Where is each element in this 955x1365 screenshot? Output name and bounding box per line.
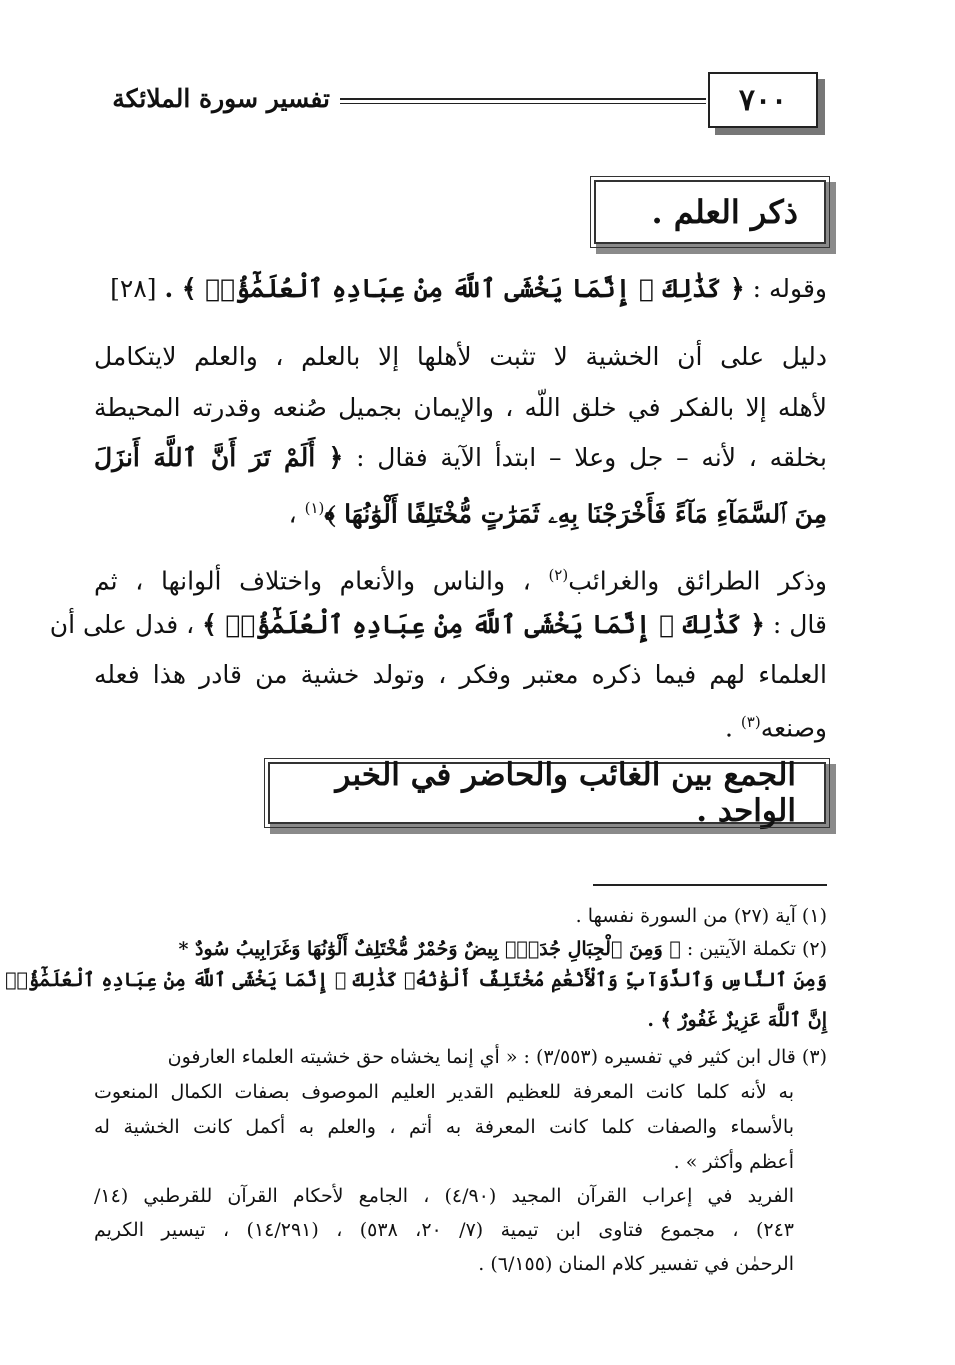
header-rule: [340, 98, 706, 104]
footnote-marker-3: (٣): [740, 713, 761, 731]
paragraph-1-line-3-text: بخلقه ، لأنه – جل وعلا – ابتدأ الآية فقال :: [356, 443, 827, 472]
footnote-3-line-1: (٣) قال ابن كثير في تفسيره (٣/٥٥٣) : « أي إنما يخشاه حق خشيته العلماء العارفون: [167, 1046, 827, 1068]
footnote-2-line-3: إِنَّ ٱللَّهَ عَزِيزٌ غَفُورٌ ﴾ .: [647, 1009, 827, 1031]
paragraph-2-line-2: [49, 608, 827, 642]
paragraph-2-line-2-a: قال :: [772, 610, 827, 639]
paragraph-2-line-1-a: وذكر الطرائق والغرائب: [568, 566, 827, 596]
verse-line: [110, 272, 827, 306]
footnote-3-line-6: ٢٤٣) ، مجموع فتاوى ابن تيمية (٧/ ٢٠، ٥٣٨) ، (١٤/٢٩١) ، تيسير الكريم: [94, 1219, 794, 1241]
footnote-3-line-5: الفريد في إعراب القرآن المجيد (٤/٩٠) ، الجامع لأحكام القرآن للقرطبي (١٤/: [94, 1185, 794, 1207]
footnote-3-line-3: بالأسماء والصفات كلما كانت المعرفة به أتم ، والعلم به أكمل كانت الخشية له: [94, 1116, 794, 1138]
footnote-2-line-2: وَمِنَ ٱلنَّاسِ وَٱلدَّوَآبِّ وَٱلْأَنْعَٰمِ مُخْتَلِفٌ أَلْوَٰنُهُۥ كَذَٰلِكَ ۗ إِنَّمَا يَخْشَى ٱللَّهَ مِنْ عِبَادِهِ ٱلْعُلَمَٰٓؤُا۟: [5, 969, 827, 991]
footnote-marker-1: (١): [304, 499, 325, 517]
quran-verse: ﴿ كَذَٰلِكَ ۗ إِنَّمَا يَخْشَى ٱللَّهَ مِنْ عِبَادِهِ ٱلْعُلَمَٰٓؤُا۟ ﴾ .: [164, 274, 745, 303]
paragraph-1-line-4: [94, 491, 827, 531]
page-number: ٧٠٠: [738, 82, 788, 118]
paragraph-2-line-2-b: ، فدل على أن: [49, 610, 195, 639]
paragraph-1-line-1: دليل على أن الخشية لا تثبت لأهلها إلا بالعلم ، والعلم لايتكامل: [94, 342, 827, 371]
paragraph-2-line-1: [94, 558, 827, 598]
footnote-2-line-1: [94, 935, 827, 964]
footnote-3-line-7: الرحمٰن في تفسير كلام المنان (٦/١٥٥) .: [478, 1253, 794, 1275]
page-number-box: [708, 72, 818, 128]
quran-verse: ﴿ أَلَمْ تَرَ أَنَّ ٱللَّهَ أَنزَلَ: [94, 443, 344, 472]
paragraph-1-line-2: لأهله إلا بالفكر في خلق اللّه ، والإيمان بجميل صُنعه وقدرته المحيطة: [94, 393, 827, 422]
paragraph-2-line-4-b: .: [725, 713, 733, 743]
quran-verse: ﴿ وَمِنَ ٱلْجِبَالِ جُدَدٌۢ بِيضٌ وَحُمْرٌ مُّخْتَلِفٌ أَلْوَٰنُهَا وَغَرَابِيبُ سُودٌ *: [178, 938, 681, 960]
paragraph-2-line-1-b: ، والناس والأنعام واختلاف ألوانها ، ثم: [94, 566, 531, 596]
quran-verse: ﴿ كَذَٰلِكَ ۗ إِنَّمَا يَخْشَى ٱللَّهَ مِنْ عِبَادِهِ ٱلْعُلَمَٰٓؤُا۟ ﴾: [202, 610, 765, 639]
section-heading-knowledge: [594, 180, 826, 244]
paragraph-1-line-4-end: ،: [288, 499, 297, 529]
footnote-rule: [593, 884, 827, 886]
verse-reference: [٢٨]: [110, 274, 157, 303]
paragraph-1-line-3: [94, 441, 827, 475]
running-title: تفسير سورة الملائكة: [112, 84, 330, 113]
paragraph-2-line-4-a: وصنعه: [760, 713, 827, 743]
paragraph-2-line-4: [94, 705, 827, 745]
footnote-1: (١) آية (٢٧) من السورة نفسها .: [575, 905, 827, 927]
section-heading-text: ذكر العلم .: [651, 193, 798, 231]
footnote-3-line-4: أعظم وأكثر » .: [673, 1151, 794, 1173]
footnote-marker-2: (٢): [548, 566, 569, 584]
footnote-2-intro: (٢) تكملة الآيتين :: [686, 938, 827, 960]
section-heading-absent-present: [268, 757, 826, 829]
quran-verse: مِنَ ٱلسَّمَآءِ مَآءً فَأَخْرَجْنَا بِهِۦ ثَمَرَٰتٍ مُّخْتَلِفًا أَلْوَٰنُهَا ﴾: [324, 499, 827, 529]
section-heading-text: الجمع بين الغائب والحاضر في الخبر الواحد .: [335, 757, 796, 829]
paragraph-2-line-3: العلماء لهم فيما ذكره معتبر وفكر ، وتولد خشية من قادر هذا فعله: [94, 660, 827, 689]
verse-intro: وقوله :: [752, 274, 827, 303]
footnote-3-line-2: به لأنه كلما كانت المعرفة للعظيم القدير العليم الموصوف بصفات الكمال المنعوت: [94, 1081, 794, 1103]
